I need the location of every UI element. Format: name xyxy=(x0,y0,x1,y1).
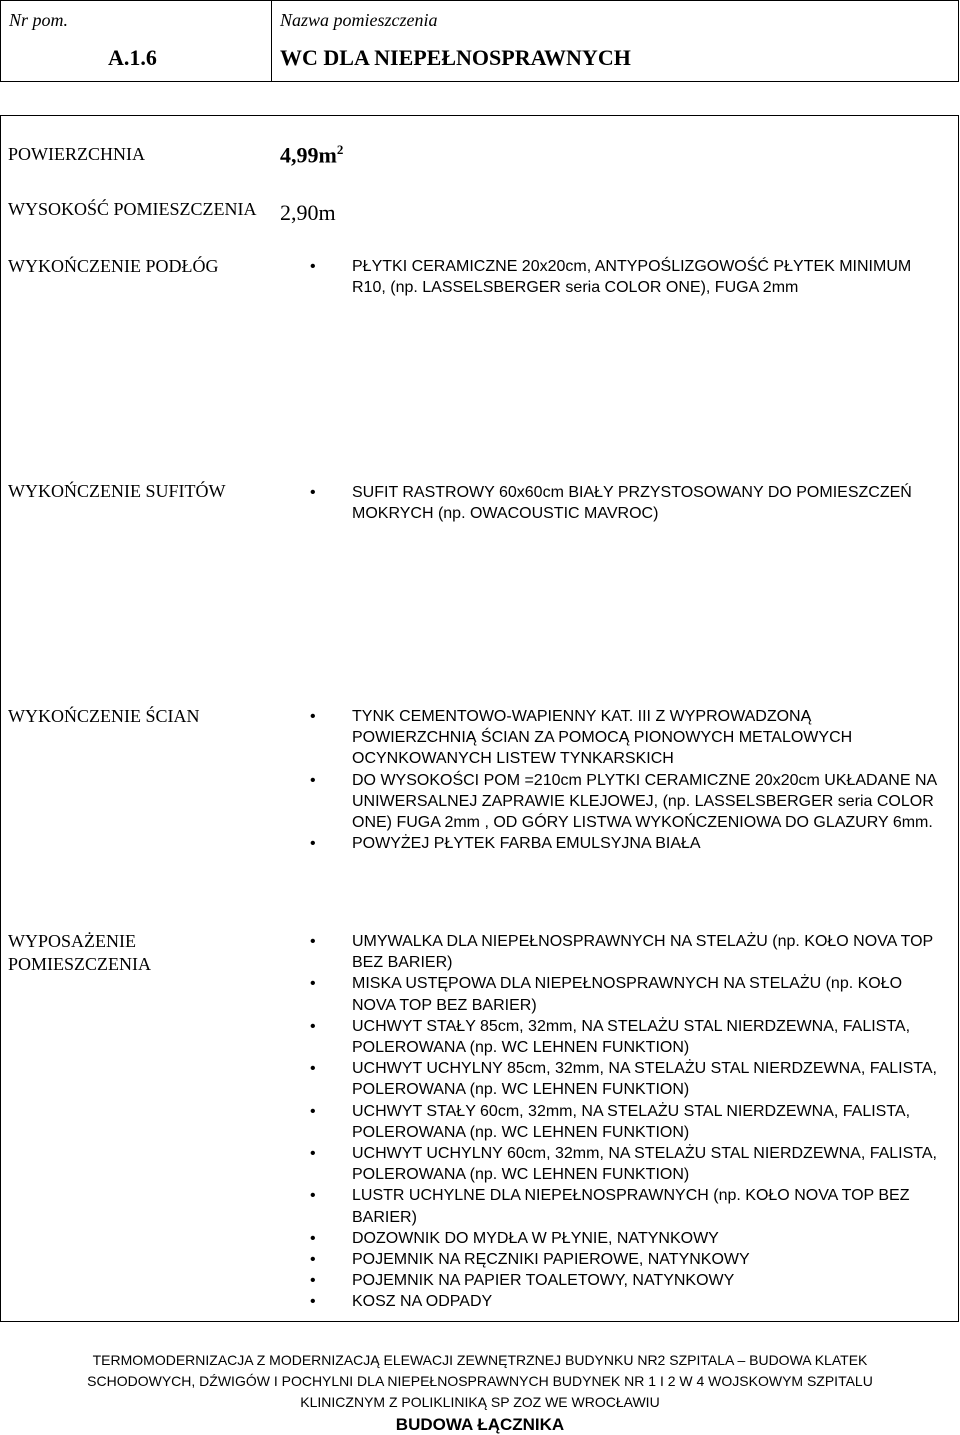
bullet-icon: • xyxy=(310,1187,316,1205)
list-item-text: UMYWALKA DLA NIEPEŁNOSPRAWNYCH NA STELAŻU (np. KOŁO NOVA TOP BEZ BARIER) xyxy=(352,933,933,972)
list-item-text: POJEMNIK NA PAPIER TOALETOWY, NATYNKOWY xyxy=(352,1272,735,1290)
list-item xyxy=(310,1249,940,1270)
header-divider xyxy=(271,1,272,81)
footer-project-title: BUDOWA ŁĄCZNIKA xyxy=(395,1415,565,1434)
equipment-label-line2: POMIESZCZENIA xyxy=(8,954,151,974)
bullet-icon: • xyxy=(310,1251,316,1269)
room-number-value: A.1.6 xyxy=(108,45,157,70)
list-item xyxy=(310,1228,940,1249)
bullet-icon: • xyxy=(310,1017,316,1035)
room-name-label: Nazwa pomieszczenia xyxy=(280,10,438,30)
document-footer xyxy=(0,1350,960,1435)
floor-finish-list xyxy=(310,256,940,298)
list-item-text: DOZOWNIK DO MYDŁA W PŁYNIE, NATYNKOWY xyxy=(352,1229,719,1247)
equipment-label-line1: WYPOSAŻENIE xyxy=(8,931,136,951)
ceiling-finish-label: WYKOŃCZENIE SUFITÓW xyxy=(8,481,226,501)
wall-finish-list xyxy=(310,706,940,854)
list-item xyxy=(310,1270,940,1291)
bullet-icon: • xyxy=(310,1102,316,1120)
area-unit-superscript: 2 xyxy=(336,142,344,157)
list-item-text: UCHWYT STAŁY 60cm, 32mm, NA STELAŻU STAL NIERDZEWNA, FALISTA, POLEROWANA (np. WC LEHNEN FUNKTION) xyxy=(352,1102,911,1141)
floor-finish-label: WYKOŃCZENIE PODŁÓG xyxy=(8,256,219,276)
header-table xyxy=(0,0,959,82)
list-item xyxy=(310,931,940,973)
list-item-text: UCHWYT UCHYLNY 60cm, 32mm, NA STELAŻU STAL NIERDZEWNA, FALISTA, POLEROWANA (np. WC LEHNEN FUNKTION) xyxy=(352,1145,937,1184)
list-item-text: MISKA USTĘPOWA DLA NIEPEŁNOSPRAWNYCH NA STELAŻU (np. KOŁO NOVA TOP BEZ BARIER) xyxy=(352,975,903,1014)
footer-line-1: TERMOMODERNIZACJA Z MODERNIZACJĄ ELEWACJI ZEWNĘTRZNEJ BUDYNKU NR2 SZPITALA – BUDOWA KLATEK xyxy=(92,1352,868,1368)
area-value xyxy=(280,142,343,168)
bullet-icon: • xyxy=(310,1293,316,1311)
list-item xyxy=(310,1185,940,1227)
list-item xyxy=(310,706,940,770)
list-item-text: POJEMNIK NA RĘCZNIKI PAPIEROWE, NATYNKOWY xyxy=(352,1251,750,1269)
height-value: 2,90m xyxy=(280,200,336,225)
bullet-icon: • xyxy=(310,835,316,853)
bullet-icon: • xyxy=(310,1229,316,1247)
bullet-icon: • xyxy=(310,484,316,501)
list-item xyxy=(310,770,940,834)
list-item xyxy=(310,256,940,298)
list-item-text: UCHWYT STAŁY 85cm, 32mm, NA STELAŻU STAL NIERDZEWNA, FALISTA, POLEROWANA (np. WC LEHNEN FUNKTION) xyxy=(352,1017,911,1057)
bullet-icon: • xyxy=(310,975,316,993)
bullet-icon: • xyxy=(310,1145,316,1163)
list-item-text: SUFIT RASTROWY 60x60cm BIAŁY PRZYSTOSOWANY DO POMIESZCZEŃ MOKRYCH (np. OWACOUSTIC MAVROC) xyxy=(352,484,912,523)
height-label: WYSOKOŚĆ POMIESZCZENIA xyxy=(8,199,257,219)
list-item xyxy=(310,482,940,524)
list-item-text: LUSTR UCHYLNE DLA NIEPEŁNOSPRAWNYCH (np. KOŁO NOVA TOP BEZ BARIER) xyxy=(352,1187,910,1226)
wall-finish-label: WYKOŃCZENIE ŚCIAN xyxy=(8,706,200,726)
bullet-icon: • xyxy=(310,1060,316,1078)
bullet-icon: • xyxy=(310,1272,316,1290)
list-item xyxy=(310,833,940,854)
bullet-icon: • xyxy=(310,258,316,275)
footer-line-3: KLINICZNYM Z POLIKLINIKĄ SP ZOZ WE WROCŁAWIU xyxy=(300,1394,660,1410)
bullet-icon: • xyxy=(310,933,316,950)
equipment-list xyxy=(310,931,940,1313)
list-item-text: DO WYSOKOŚCI POM =210cm PLYTKI CERAMICZNE 20x20cm UKŁADANE NA UNIWERSALNEJ ZAPRAWIE KLEJOWEJ, (np. LASSELSBERGER seria COLOR ONE) FUGA 2mm , OD GÓRY LISTWA WYKOŃCZENIOWA DO GLAZURY 6mm. xyxy=(352,771,937,832)
bullet-icon: • xyxy=(310,771,316,789)
list-item xyxy=(310,1016,940,1058)
area-number: 4,99m xyxy=(280,142,337,168)
list-item-text: POWYŻEJ PŁYTEK FARBA EMULSYJNA BIAŁA xyxy=(352,835,701,853)
list-item xyxy=(310,973,940,1015)
room-name-value: WC DLA NIEPEŁNOSPRAWNYCH xyxy=(280,45,631,70)
area-label: POWIERZCHNIA xyxy=(8,144,145,164)
list-item xyxy=(310,1291,940,1312)
list-item xyxy=(310,1058,940,1100)
ceiling-finish-list xyxy=(310,482,940,524)
list-item-text: PŁYTKI CERAMICZNE 20x20cm, ANTYPOŚLIZGOWOŚĆ PŁYTEK MINIMUM R10, (np. LASSELSBERGER seria COLOR ONE), FUGA 2mm xyxy=(352,258,912,297)
list-item-text: KOSZ NA ODPADY xyxy=(352,1293,493,1311)
list-item xyxy=(310,1143,940,1185)
footer-line-2: SCHODOWYCH, DŹWIGÓW I POCHYLNI DLA NIEPEŁNOSPRAWNYCH BUDYNEK NR 1 I 2 W 4 WOJSKOWYM SZPITALU xyxy=(87,1373,873,1389)
list-item-text: TYNK CEMENTOWO-WAPIENNY KAT. III Z WYPROWADZONĄ POWIERZCHNIĄ ŚCIAN ZA POMOCĄ PIONOWYCH METALOWYCH OCYNKOWANYCH LISTEW TYNKARSKICH xyxy=(352,708,853,768)
bullet-icon: • xyxy=(310,708,316,725)
list-item xyxy=(310,1101,940,1143)
list-item-text: UCHWYT UCHYLNY 85cm, 32mm, NA STELAŻU STAL NIERDZEWNA, FALISTA, POLEROWANA (np. WC LEHNEN FUNKTION) xyxy=(352,1060,937,1099)
room-number-label: Nr pom. xyxy=(9,10,69,30)
